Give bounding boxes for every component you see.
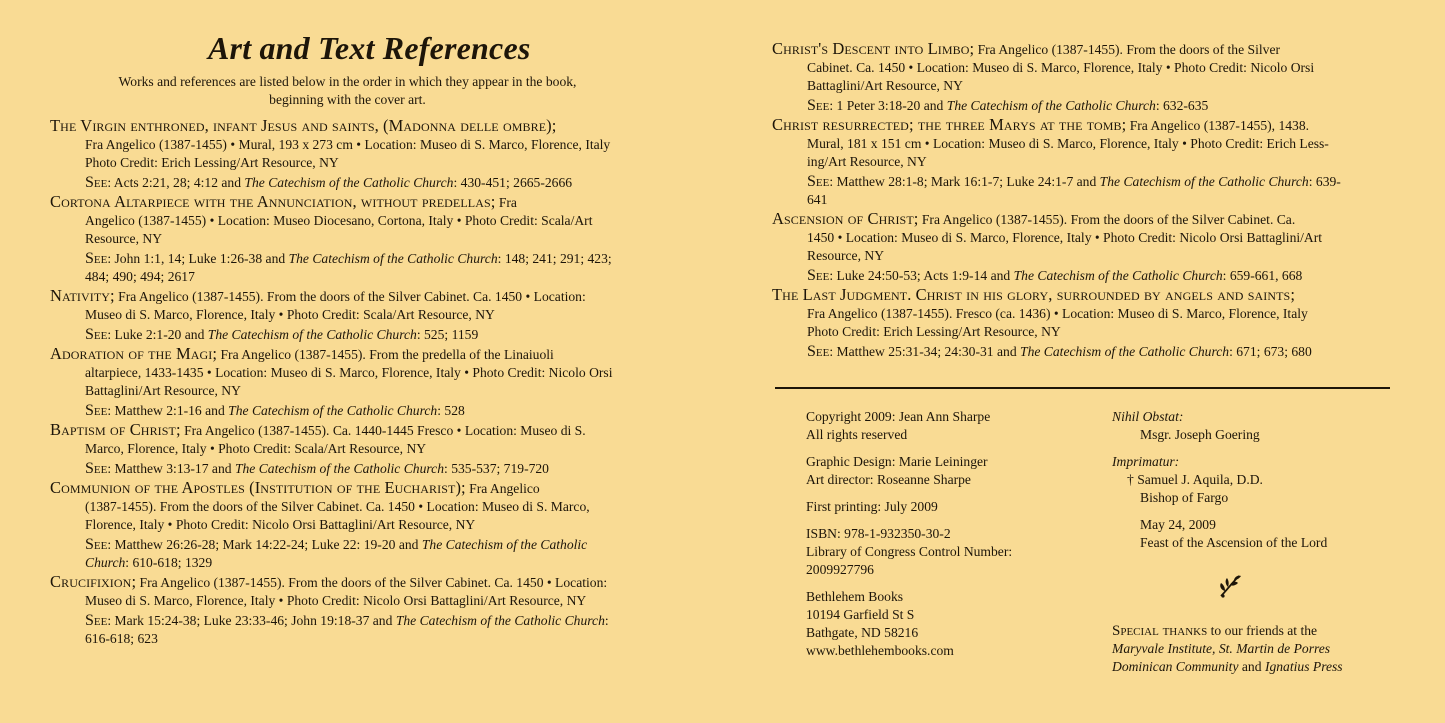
catechism-paragraphs: : <box>604 613 609 628</box>
entry-heading <box>50 479 675 498</box>
intro-line-1: Works and references are listed below in the order in which they appear in the book, <box>118 74 577 89</box>
catechism-title: The Catechism of the Catholic Church <box>1099 174 1309 189</box>
thanks-and: and <box>1238 659 1265 674</box>
see-label: See <box>807 97 830 114</box>
see-label: See <box>85 326 108 343</box>
see-label: See <box>85 174 108 191</box>
artwork-credit: Fra Angelico (1387-1455). From the doors of the Silver Cabinet. Ca. <box>918 212 1296 227</box>
catechism-paragraphs: : 639- <box>1308 174 1341 189</box>
artwork-credit-line: (1387-1455). From the doors of the Silver Cabinet. Ca. 1450 • Location: Museo di S. Marco, <box>85 499 590 514</box>
left-column <box>50 30 675 649</box>
page-title: Art and Text References <box>208 30 531 66</box>
thanks-ignatius: Ignatius Press <box>1264 659 1343 674</box>
catechism-paragraphs: : 535-537; 719-720 <box>444 461 549 476</box>
artwork-credit-line: Resource, NY <box>807 248 885 263</box>
nihil-obstat-name: Msgr. Joseph Goering <box>1140 427 1260 442</box>
catechism-title: The Catechism of the Catholic Church <box>395 613 605 628</box>
see-reference <box>50 250 675 286</box>
right-column <box>772 40 1397 362</box>
see-reference <box>50 536 675 572</box>
artwork-title: Crucifixion; <box>50 572 137 591</box>
loc-number: 2009927796 <box>806 562 874 577</box>
artwork-credit: Fra <box>495 195 517 210</box>
loc-label: Library of Congress Control Number: <box>806 544 1013 559</box>
artwork-credit-line: Angelico (1387-1455) • Location: Museo Diocesano, Cortona, Italy • Photo Credit: Scala/Art <box>85 213 593 228</box>
artwork-credit: Fra Angelico (1387-1455). From the predella of the Linaiuoli <box>217 347 554 362</box>
fleuron-icon <box>1215 570 1245 600</box>
entry-heading <box>50 287 675 306</box>
printing-line: First printing: July 2009 <box>806 499 938 514</box>
artwork-credit-line: Mural, 181 x 151 cm • Location: Museo di S. Marco, Florence, Italy • Photo Credit: Erich Less- <box>807 136 1329 151</box>
catechism-paragraphs: : 430-451; 2665-2666 <box>453 175 573 190</box>
left-entries <box>50 117 675 648</box>
artwork-credit: Fra Angelico (1387-1455). From the doors of the Silver Cabinet. Ca. 1450 • Location: <box>136 575 608 590</box>
artwork-credit-line: Battaglini/Art Resource, NY <box>807 78 963 93</box>
website-link[interactable]: www.bethlehembooks.com <box>806 643 954 658</box>
artwork-credit-line: Florence, Italy • Photo Credit: Nicolo Orsi Battaglini/Art Resource, NY <box>85 517 476 532</box>
artwork-credit-line: Cabinet. Ca. 1450 • Location: Museo di S. Marco, Florence, Italy • Photo Credit: Nicolo Orsi <box>807 60 1315 75</box>
see-scripture: : Mark 15:24-38; Luke 23:33-46; John 19:18-37 and <box>107 613 396 628</box>
artwork-credit-line: 1450 • Location: Museo di S. Marco, Florence, Italy • Photo Credit: Nicolo Orsi Battaglini/Art <box>807 230 1323 245</box>
art-director-credit: Art director: Roseanne Sharpe <box>806 472 971 487</box>
artwork-credit: Fra Angelico <box>465 481 540 496</box>
see-scripture: : Matthew 3:13-17 and <box>107 461 235 476</box>
artwork-title: Nativity; <box>50 286 115 305</box>
see-label: See <box>807 173 830 190</box>
entry-heading <box>50 421 675 440</box>
publisher-name: Bethlehem Books <box>806 589 904 604</box>
thanks-line-2: Maryvale Institute, St. Martin de Porres <box>1112 641 1331 656</box>
see-reference <box>772 97 1397 115</box>
rights-line: All rights reserved <box>806 427 908 442</box>
artwork-title: Cortona Altarpiece with the Annunciation, without predellas; <box>50 192 496 211</box>
catechism-paragraphs: 616-618; 623 <box>85 631 158 646</box>
thanks-text: to our friends at the <box>1207 623 1318 638</box>
see-reference <box>50 402 675 420</box>
see-label: See <box>85 250 108 267</box>
imprimatur-name: † Samuel J. Aquila, D.D. <box>1127 472 1263 487</box>
see-reference <box>772 267 1397 285</box>
entry-heading <box>772 116 1397 135</box>
entry-heading <box>50 193 675 212</box>
artwork-title: Christ resurrected; the three Marys at the tomb; <box>772 115 1127 134</box>
address-line-2: Bathgate, ND 58216 <box>806 625 919 640</box>
see-reference <box>772 173 1397 209</box>
artwork-credit-line: Museo di S. Marco, Florence, Italy • Photo Credit: Scala/Art Resource, NY <box>85 307 495 322</box>
catechism-title: Church <box>85 555 126 570</box>
right-entries <box>772 40 1397 361</box>
catechism-title: The Catechism of the Catholic Church <box>234 461 445 476</box>
catechism-title: The Catechism of the Catholic <box>421 537 588 552</box>
catechism-title: The Catechism of the Catholic Church <box>244 175 454 190</box>
entry-heading <box>772 286 1397 305</box>
see-label: See <box>85 460 108 477</box>
artwork-credit-line: Fra Angelico (1387-1455) • Mural, 193 x 273 cm • Location: Museo di S. Marco, Florence, Italy <box>85 137 611 152</box>
see-scripture: : 1 Peter 3:18-20 and <box>829 98 947 113</box>
catechism-paragraphs: : 528 <box>437 403 465 418</box>
approbation-date: May 24, 2009 <box>1140 517 1216 532</box>
intro-text <box>50 73 675 109</box>
entry-heading <box>772 40 1397 59</box>
artwork-title: Baptism of Christ; <box>50 420 181 439</box>
artwork-credit-line: Battaglini/Art Resource, NY <box>85 383 241 398</box>
artwork-credit-line: Resource, NY <box>85 231 163 246</box>
imprimatur-label: Imprimatur: <box>1112 454 1180 469</box>
catechism-paragraphs: : 148; 241; 291; 423; <box>497 251 612 266</box>
thanks-label: Special thanks <box>1112 623 1208 639</box>
see-scripture: : Matthew 26:26-28; Mark 14:22-24; Luke 22: 19-20 and <box>107 537 422 552</box>
catechism-title: The Catechism of the Catholic Church <box>207 327 417 342</box>
entry-heading <box>772 210 1397 229</box>
see-label: See <box>807 343 830 360</box>
see-label: See <box>85 536 108 553</box>
thanks-dominican: Dominican Community <box>1112 659 1239 674</box>
catechism-title: The Catechism of the Catholic Church <box>946 98 1156 113</box>
catechism-title: The Catechism of the Catholic Church <box>1020 344 1230 359</box>
thanks-line-1 <box>1112 622 1412 640</box>
catechism-paragraphs: 641 <box>807 192 828 207</box>
see-reference <box>50 326 675 344</box>
approbation <box>1112 408 1412 676</box>
artwork-title: Christ's Descent into Limbo; <box>772 39 975 58</box>
artwork-credit: Fra Angelico (1387-1455). Ca. 1440-1445 Fresco • Location: Museo di S. <box>180 423 586 438</box>
see-scripture: : Acts 2:21, 28; 4:12 and <box>107 175 245 190</box>
artwork-credit-line: ing/Art Resource, NY <box>807 154 927 169</box>
entry-heading <box>50 117 675 136</box>
artwork-title: The Last Judgment. Christ in his glory, surrounded by angels and saints; <box>772 285 1296 304</box>
artwork-credit-line: Museo di S. Marco, Florence, Italy • Photo Credit: Nicolo Orsi Battaglini/Art Resource, NY <box>85 593 587 608</box>
see-scripture: : John 1:1, 14; Luke 1:26-38 and <box>107 251 289 266</box>
artwork-title: Adoration of the Magi; <box>50 344 218 363</box>
catechism-paragraphs: : 659-661, 668 <box>1222 268 1303 283</box>
catechism-title: The Catechism of the Catholic Church <box>228 403 438 418</box>
see-label: See <box>85 402 108 419</box>
copyright-line: Copyright 2009: Jean Ann Sharpe <box>806 409 991 424</box>
catechism-title: The Catechism of the Catholic Church <box>288 251 498 266</box>
isbn-line: ISBN: 978-1-932350-30-2 <box>806 526 951 541</box>
design-credit: Graphic Design: Marie Leininger <box>806 454 988 469</box>
colophon <box>806 408 1086 660</box>
catechism-paragraphs: : 671; 673; 680 <box>1229 344 1312 359</box>
artwork-credit-line: Marco, Florence, Italy • Photo Credit: Scala/Art Resource, NY <box>85 441 427 456</box>
see-label: See <box>807 267 830 284</box>
artwork-credit: Fra Angelico (1387-1455). From the doors of the Silver <box>974 42 1281 57</box>
see-label: See <box>85 612 108 629</box>
intro-line-2: beginning with the cover art. <box>269 92 426 107</box>
imprimatur-title: Bishop of Fargo <box>1140 490 1229 505</box>
thanks-line-3 <box>1112 658 1412 676</box>
catechism-paragraphs: : 610-618; 1329 <box>125 555 213 570</box>
see-scripture: : Matthew 2:1-16 and <box>107 403 229 418</box>
artwork-credit-line: Photo Credit: Erich Lessing/Art Resource, NY <box>807 324 1061 339</box>
see-scripture: : Luke 24:50-53; Acts 1:9-14 and <box>829 268 1014 283</box>
entry-heading <box>50 573 675 592</box>
artwork-title: Ascension of Christ; <box>772 209 919 228</box>
artwork-credit-line: Photo Credit: Erich Lessing/Art Resource, NY <box>85 155 339 170</box>
divider-rule <box>775 387 1390 389</box>
see-reference <box>50 460 675 478</box>
approbation-feast: Feast of the Ascension of the Lord <box>1140 535 1328 550</box>
see-reference <box>50 612 675 648</box>
nihil-obstat-label: Nihil Obstat: <box>1112 409 1184 424</box>
artwork-credit: Fra Angelico (1387-1455). From the doors of the Silver Cabinet. Ca. 1450 • Location: <box>114 289 586 304</box>
artwork-credit: Fra Angelico (1387-1455), 1438. <box>1126 118 1310 133</box>
see-reference <box>50 174 675 192</box>
see-reference <box>772 343 1397 361</box>
artwork-credit-line: altarpiece, 1433-1435 • Location: Museo di S. Marco, Florence, Italy • Photo Credit: Nicolo Orsi <box>85 365 613 380</box>
entry-heading <box>50 345 675 364</box>
catechism-paragraphs: 484; 490; 494; 2617 <box>85 269 195 284</box>
catechism-paragraphs: : 632-635 <box>1155 98 1209 113</box>
artwork-title: Communion of the Apostles (Institution of the Eucharist); <box>50 478 466 497</box>
artwork-credit-line: Fra Angelico (1387-1455). Fresco (ca. 1436) • Location: Museo di S. Marco, Florence, Italy <box>807 306 1308 321</box>
see-scripture: : Matthew 25:31-34; 24:30-31 and <box>829 344 1021 359</box>
see-scripture: : Matthew 28:1-8; Mark 16:1-7; Luke 24:1-7 and <box>829 174 1100 189</box>
address-line-1: 10194 Garfield St S <box>806 607 915 622</box>
see-scripture: : Luke 2:1-20 and <box>107 327 208 342</box>
artwork-title: The Virgin enthroned, infant Jesus and saints, (Madonna delle ombre); <box>50 116 557 135</box>
catechism-title: The Catechism of the Catholic Church <box>1013 268 1223 283</box>
catechism-paragraphs: : 525; 1159 <box>416 327 479 342</box>
